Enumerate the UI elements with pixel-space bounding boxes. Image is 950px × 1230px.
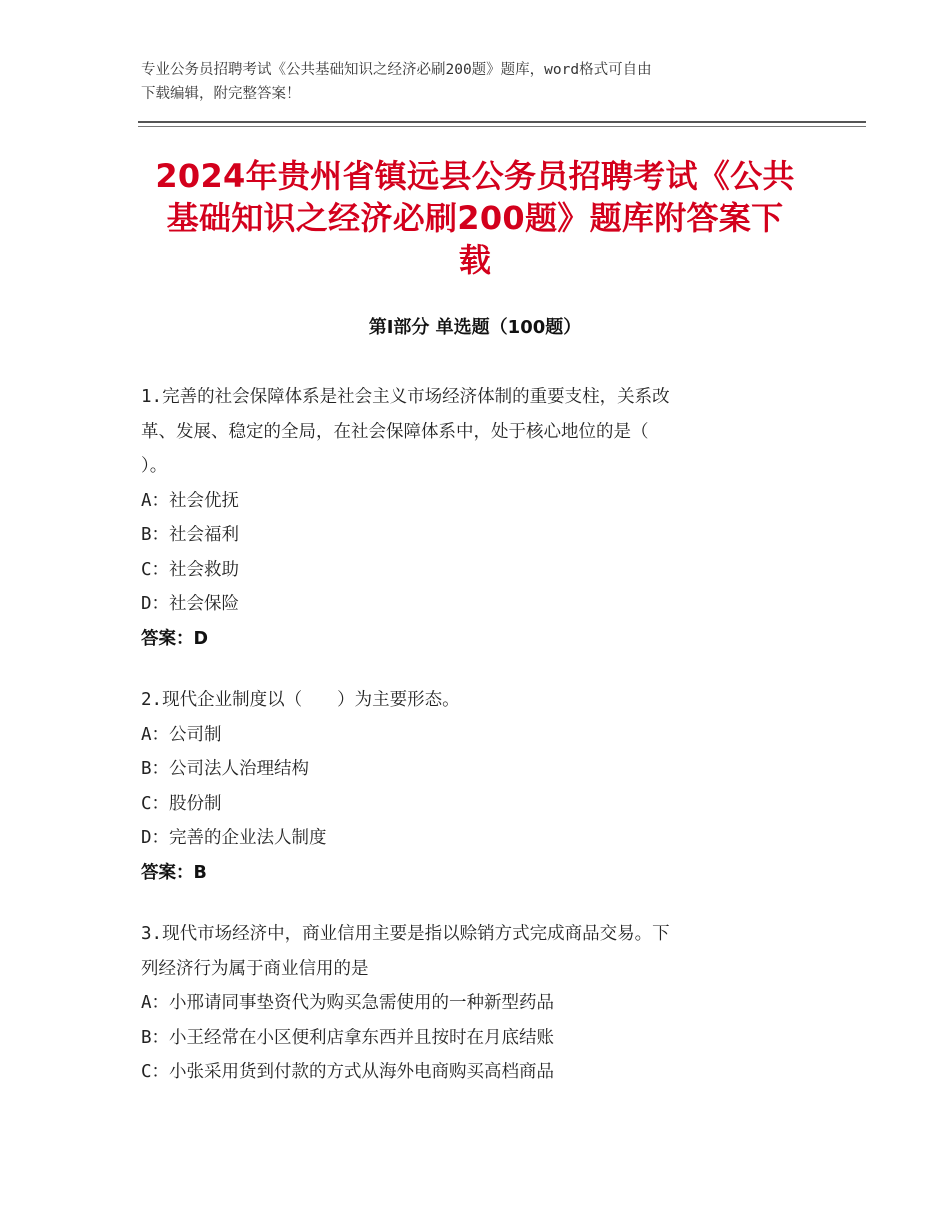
answer-option: B：公司法人治理结构 xyxy=(141,759,310,779)
header-divider-thin xyxy=(138,126,866,127)
title-line: 2024年贵州省镇远县公务员招聘考试《公共 xyxy=(155,157,795,195)
question-stem: 3.现代市场经济中，商业信用主要是指以赊销方式完成商品交易。下 xyxy=(141,924,670,944)
answer-key: 答案：B xyxy=(141,862,207,883)
answer-option: B：小王经常在小区便利店拿东西并且按时在月底结账 xyxy=(141,1027,555,1048)
title-line: 载 xyxy=(458,241,492,279)
answer-option: C：社会救助 xyxy=(141,559,240,580)
header-note-line: 下载编辑，附完整答案！ xyxy=(141,86,301,102)
section-title: 第Ⅰ部分 单选题（100题） xyxy=(368,317,582,338)
question-stem: 2.现代企业制度以（ ）为主要形态。 xyxy=(141,690,460,710)
answer-option: C：股份制 xyxy=(141,793,222,814)
header-note-line: 专业公务员招聘考试《公共基础知识之经济必刷200题》题库，word格式可自由 xyxy=(141,62,652,78)
question-list xyxy=(141,380,809,1117)
question-item xyxy=(141,380,809,656)
answer-option: A：公司制 xyxy=(141,724,222,745)
question-stem: 列经济行为属于商业信用的是 xyxy=(141,958,369,979)
document-title xyxy=(138,155,812,281)
question-item xyxy=(141,683,809,890)
question-item xyxy=(141,917,809,1090)
question-stem: ）。 xyxy=(141,456,168,476)
answer-option: A：社会优抚 xyxy=(141,490,240,511)
answer-key: 答案：D xyxy=(141,628,209,649)
question-stem: 革、发展、稳定的全局，在社会保障体系中，处于核心地位的是（ xyxy=(141,421,649,442)
question-stem: 1.完善的社会保障体系是社会主义市场经济体制的重要支柱，关系改 xyxy=(141,387,670,407)
answer-option: D：社会保险 xyxy=(141,594,240,614)
header-divider-thick xyxy=(138,121,866,123)
header-note xyxy=(141,58,821,106)
answer-option: D：完善的企业法人制度 xyxy=(141,828,327,848)
answer-option: B：社会福利 xyxy=(141,525,240,545)
answer-option: C：小张采用货到付款的方式从海外电商购买高档商品 xyxy=(141,1062,555,1082)
answer-option: A：小邢请同事垫资代为购买急需使用的一种新型药品 xyxy=(141,993,555,1013)
title-line: 基础知识之经济必刷200题》题库附答案下 xyxy=(166,199,784,237)
